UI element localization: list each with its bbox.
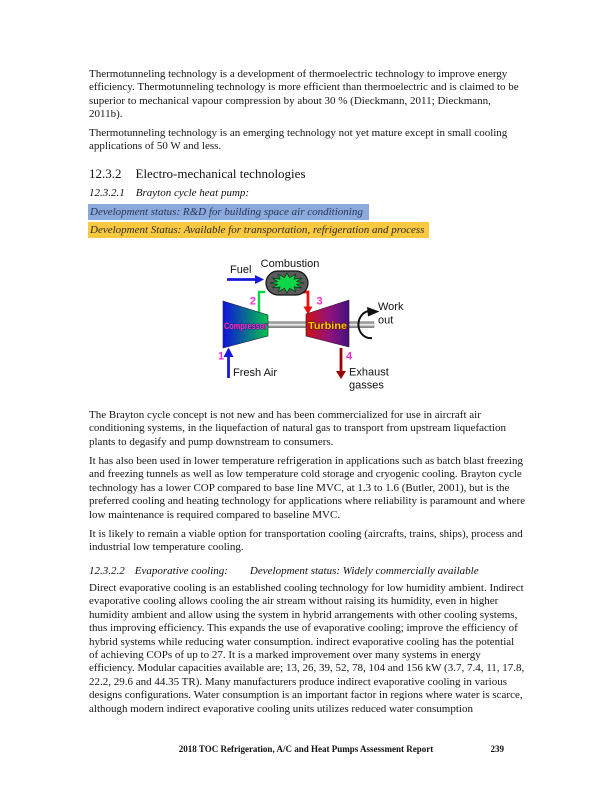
paragraph-brayton-3: It is likely to remain a viable option for transportation cooling (aircrafts, trains, ships), process and industrial low temperature cooling. [89,528,523,554]
work-out-label-line1: Work [378,301,404,313]
subsection-status: Development status: Widely commercially available [249,565,479,577]
section-number: 12.3.2 [89,166,122,181]
highlight-yellow-development-status [88,222,429,238]
brayton-cycle-diagram [185,250,445,400]
highlight-blue-text: Development status: R&D for building space air conditioning [90,206,363,218]
work-out-label-line2: out [378,314,394,327]
compressor-label: Compressor [224,321,268,331]
exhaust-label-line1: Exhaust [349,366,389,379]
fresh-air-label: Fresh Air [233,367,278,379]
subsection-heading-evaporative [89,564,479,578]
turbine-label: Turbine [308,321,348,332]
page-number: 239 [490,744,504,754]
exhaust-arrowhead-icon [336,371,346,379]
highlight-blue-development-status [88,204,369,220]
paragraph-brayton-1: The Brayton cycle concept is not new and has been commercialized for use in aircraft air conditioning systems, in the liquefaction of natural gas to transport from upstream liquefaction plants to degasify and pump downstream to consumers. [89,409,506,448]
paragraph-brayton-2: It has also been used in lower temperature refrigeration in applications such as batch blast freezing and freezing tunnels as well as low temperature cold storage and cryogenic cooling. Brayton cycle technology has a lower COP compared to base line MVC, at 1.3 to 1.6 (Butler, 2001), but is the preferred cooling and heating technology for applications where reliability is paramount and where low maintenance is required compared to baseline MVC. [89,455,526,521]
page-footer [88,744,524,754]
section-heading-electro-mechanical [89,166,306,181]
highlight-yellow-text: Development Status: Available for transportation, refrigeration and process [90,224,425,236]
subsection-title: Evaporative cooling: [134,565,228,577]
state-point-4: 4 [346,350,353,363]
exhaust-label-line2: gasses [349,379,384,392]
subsection-heading-brayton [89,186,249,200]
pipe-compressor-to-combustion [259,292,265,314]
subsection-number: 12.3.2.2 [89,565,125,577]
state-point-2: 2 [249,295,256,308]
combustion-label: Combustion [260,258,320,270]
paragraph-thermotunneling-2: Thermotunneling technology is an emerging technology not yet mature except in small cooling applications of 50 W and less. [89,127,508,153]
fresh-air-arrowhead-icon [224,348,234,358]
footer-title: 2018 TOC Refrigeration, A/C and Heat Pumps Assessment Report [178,744,434,754]
subsection-number: 12.3.2.1 [89,187,125,199]
paragraph-thermotunneling-1: Thermotunneling technology is a development of thermoelectric technology to improve energy efficiency. Thermotunneling technology is more efficient than thermoelectric and is claimed to be superior to mechanical vapour compression by about 30 % (Dieckmann, 2011; Dieckmann, 2011b). [89,68,519,121]
fuel-arrowhead-icon [255,275,264,284]
state-point-1: 1 [218,350,225,363]
section-title: Electro-mechanical technologies [135,166,306,181]
subsection-title: Brayton cycle heat pump: [135,187,250,199]
paragraph-evaporative-1: Direct evaporative cooling is an established cooling technology for low humidity ambient. Indirect evaporative cooling allows cooling the air stream without raising its humidity, even in higher humidity ambient and allow using the system in hybrid arrangements with other cooling systems, thus improving efficiency. This expands the use of evaporative cooling; improve the efficiency of hybrid systems while reducing water consumption. indirect evaporative cooling has the potential of achieving COPs of up to 27. It is a marked improvement over many systems in energy efficiency. Modular capacities available are; 13, 26, 39, 52, 78, 104 and 156 kW (3.7, 7.4, 11, 17.8, 22.2, 29.6 and 44.35 TR). Many manufacturers produce indirect evaporative cooling in various designs configurations. Water consumption is an important factor in regions where water is scarce, although modern indirect evaporative cooling units utilizes reduced water consumption [89,582,525,715]
fuel-label: Fuel [230,264,252,276]
state-point-3: 3 [316,295,323,308]
pipe-combustion-to-turbine [302,292,308,307]
